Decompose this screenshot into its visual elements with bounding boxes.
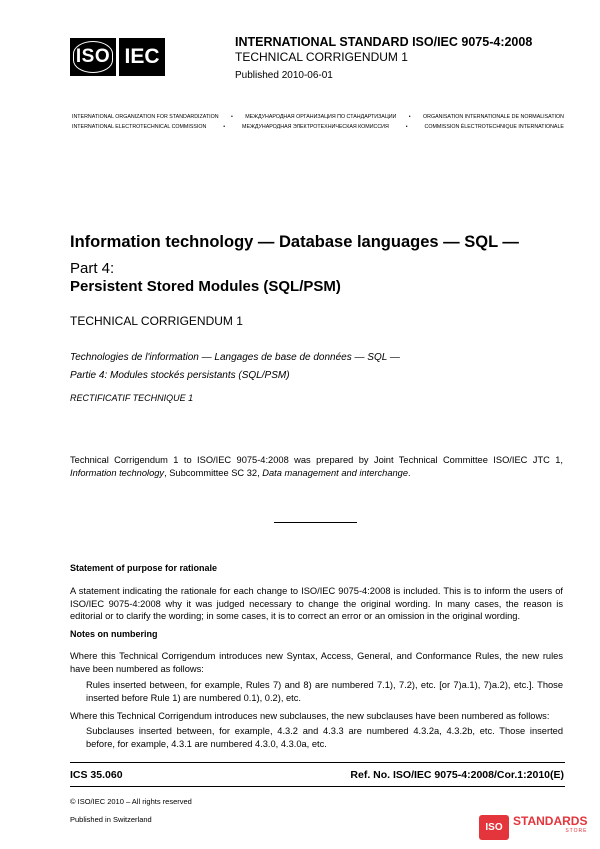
part-title: Persistent Stored Modules (SQL/PSM) bbox=[70, 278, 341, 295]
subcommittee-topic: Data management and interchange bbox=[262, 467, 408, 478]
corrigendum-title: TECHNICAL CORRIGENDUM 1 bbox=[70, 314, 243, 328]
copyright: © ISO/IEC 2010 – All rights reserved bbox=[70, 797, 192, 806]
bullet: • bbox=[230, 114, 233, 120]
store-sublabel: STORE bbox=[565, 828, 588, 834]
bullet: • bbox=[223, 124, 226, 130]
numbering-heading: Notes on numbering bbox=[70, 629, 158, 639]
bullet: • bbox=[405, 124, 408, 130]
intro-text: . bbox=[408, 467, 411, 478]
iso-standards-store-logo bbox=[479, 815, 587, 840]
org-name: INTERNATIONAL ORGANIZATION FOR STANDARDIZATION bbox=[72, 114, 219, 120]
document-title: Information technology — Database languages — SQL — bbox=[70, 233, 519, 251]
org-name: COMMISSION ÉLECTROTECHNIQUE INTERNATIONALE bbox=[424, 124, 564, 130]
rationale-heading: Statement of purpose for rationale bbox=[70, 563, 218, 573]
standard-title: INTERNATIONAL STANDARD ISO/IEC 9075-4:2008 bbox=[235, 35, 533, 49]
org-name: INTERNATIONAL ELECTROTECHNICAL COMMISSION bbox=[72, 124, 207, 130]
org-name: МЕЖДУНАРОДНАЯ ОРГАНИЗАЦИЯ ПО СТАНДАРТИЗАЦИИ bbox=[245, 114, 397, 120]
org-name: ORGANISATION INTERNATIONALE DE NORMALISATION bbox=[423, 114, 564, 120]
store-label-group bbox=[509, 815, 587, 834]
footer-rule-bottom bbox=[70, 786, 565, 787]
corrigendum-label: TECHNICAL CORRIGENDUM 1 bbox=[235, 50, 408, 64]
french-part-title: Partie 4: Modules stockés persistants (SQL/PSM) bbox=[70, 370, 290, 381]
numbering-intro: Where this Technical Corrigendum introduces new Syntax, Access, General, and Conformance Rules, the new rules have been numbered as follows: bbox=[70, 651, 563, 674]
subclause-intro: Where this Technical Corrigendum introduces new subclauses, the new subclauses have been numbered as follows: bbox=[70, 711, 550, 721]
intro-paragraph bbox=[70, 454, 563, 479]
published-date: Published 2010-06-01 bbox=[235, 70, 333, 81]
iec-logo-text: IEC bbox=[124, 45, 160, 68]
store-label: STANDARDS bbox=[513, 814, 588, 828]
organizations-row-1 bbox=[72, 114, 564, 120]
org-name: МЕЖДУНАРОДНАЯ ЭЛЕКТРОТЕХНИЧЕСКАЯ КОМИССИЯ bbox=[242, 124, 389, 130]
bullet: • bbox=[408, 114, 411, 120]
separator-rule bbox=[274, 522, 357, 523]
store-iso-mark: ISO bbox=[479, 815, 509, 840]
intro-text: Technical Corrigendum 1 to ISO/IEC 9075-4:2008 was prepared by Joint Technical Committee ISO/IEC JTC 1, bbox=[70, 455, 563, 465]
rationale-paragraph: A statement indicating the rationale for each change to ISO/IEC 9075-4:2008 is included. This is to inform the users of ISO/IEC 9075-4:2008 why it was judged necessary to change the original wording. In many cases, the reason is editorial or to clarify the wording; in some cases, it is to correct an error or an omission in the original wording. bbox=[70, 586, 563, 621]
iso-logo bbox=[70, 38, 116, 76]
subclause-numbering: Subclauses inserted between, for example, 4.3.2 and 4.3.3 are numbered 4.3.2a, 4.3.2b, etc. Those inserted before, for example, 4.3.1 are numbered 4.3.0, 4.3.0a, etc. bbox=[86, 726, 563, 749]
rules-numbering: Rules inserted between, for example, Rules 7) and 8) are numbered 7.1), 7.2), etc. [or 7)a.1), 7)a.2), etc.]. Those inserted before Rule 1) are numbered 0.1), 0.2), etc. bbox=[86, 680, 563, 703]
reference-number: Ref. No. ISO/IEC 9075-4:2008/Cor.1:2010(E) bbox=[350, 769, 564, 781]
committee-topic: Information technology bbox=[70, 467, 165, 478]
footer-rule-top bbox=[70, 762, 565, 763]
french-corrigendum: RECTIFICATIF TECHNIQUE 1 bbox=[70, 393, 194, 403]
ics-code: ICS 35.060 bbox=[70, 769, 123, 781]
intro-text: , Subcommittee SC 32, bbox=[164, 467, 263, 478]
organizations-row-2 bbox=[72, 124, 564, 130]
iso-logo-text: ISO bbox=[75, 46, 111, 67]
iec-logo bbox=[119, 38, 165, 76]
published-in: Published in Switzerland bbox=[70, 815, 152, 824]
french-title: Technologies de l'information — Langages de base de données — SQL — bbox=[70, 352, 400, 363]
part-label: Part 4: bbox=[70, 260, 115, 277]
